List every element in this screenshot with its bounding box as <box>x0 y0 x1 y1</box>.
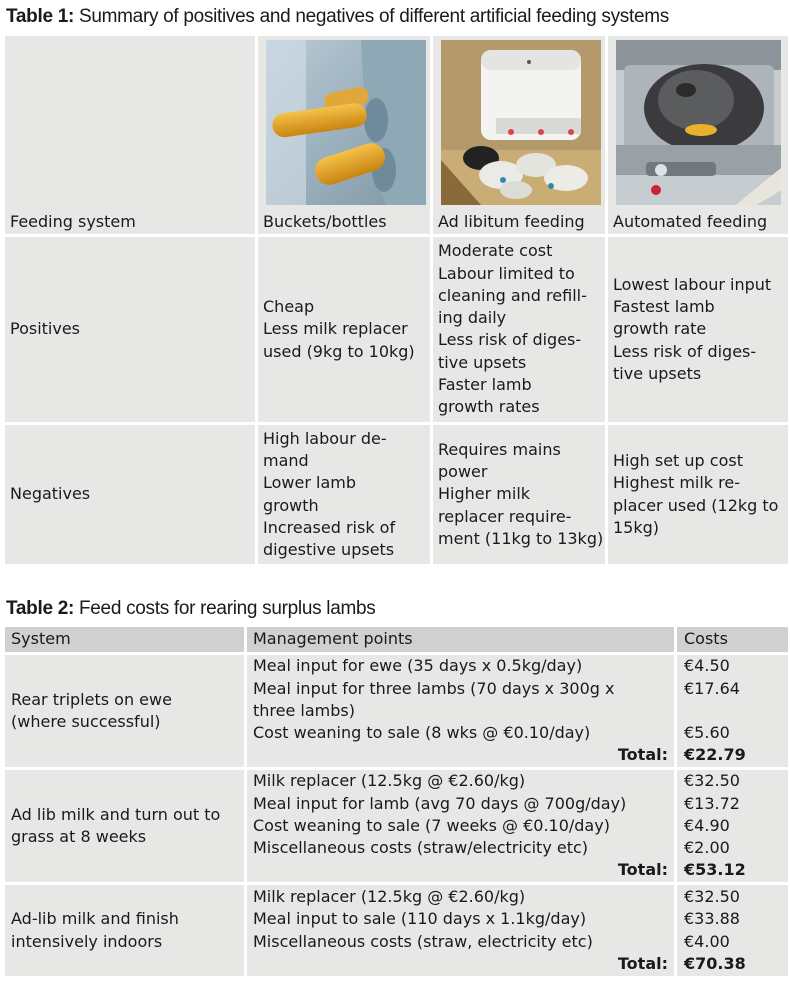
text-line: Lowest labour input <box>613 274 772 294</box>
ad-libitum-header: Ad libitum feeding <box>438 212 585 231</box>
text-line: grass at 8 weeks <box>11 827 147 846</box>
table2 <box>2 624 790 979</box>
cost-value: €32.50 <box>684 771 740 791</box>
automated-feeder-photo <box>616 40 781 205</box>
cost-value: €5.60 <box>684 723 730 743</box>
text-line: Meal input for three lambs (70 days x 300g x <box>253 678 615 698</box>
system-column-header: System <box>4 626 246 654</box>
negatives-adlib-cell <box>432 423 607 566</box>
cost-value: €13.72 <box>684 793 740 813</box>
positives-buckets-cell <box>257 236 432 423</box>
text-line: 15kg) <box>613 517 660 537</box>
text-line: ment (11kg to 13kg) <box>438 529 604 548</box>
text-line: placer used (12kg to <box>613 495 779 515</box>
text-line: Lower lamb <box>263 473 357 493</box>
text-line: Fastest lamb <box>613 297 715 317</box>
cost-value <box>684 700 782 722</box>
management-points-cell <box>246 884 676 978</box>
buckets-bottles-header: Buckets/bottles <box>263 212 387 231</box>
cost-value: €4.50 <box>684 656 730 676</box>
table2-header-row <box>4 626 790 654</box>
text-line: Meal input to sale (110 days x 1.1kg/day) <box>253 909 587 929</box>
text-line: intensively indoors <box>11 931 163 951</box>
system-cell <box>4 884 246 978</box>
total-label: Total: <box>617 953 668 973</box>
table1-header-row <box>4 35 790 236</box>
text-line: used (9kg to 10kg) <box>263 341 415 361</box>
table2-title-number: Table 2: <box>6 598 74 619</box>
total-value: €53.12 <box>684 860 746 880</box>
text-line: tive upsets <box>613 363 702 383</box>
table-row <box>4 654 790 769</box>
costs-cell <box>676 654 790 769</box>
cost-value: €17.64 <box>684 678 740 698</box>
table1-title-number: Table 1: <box>6 6 74 27</box>
ad-libitum-feeder-photo <box>441 40 601 205</box>
text-line: Rear triplets on ewe <box>11 689 172 709</box>
positives-label: Positives <box>4 236 257 423</box>
cost-value: €2.00 <box>684 838 730 858</box>
text-line: High set up cost <box>613 450 743 470</box>
table-row <box>4 884 790 978</box>
table1-title-text: Summary of positives and negatives of different artificial feeding systems <box>74 6 669 27</box>
costs-cell <box>676 884 790 978</box>
text-line: Less risk of diges- <box>613 341 757 361</box>
total-label: Total: <box>617 745 668 765</box>
text-line: Miscellaneous costs (straw/electricity etc) <box>253 838 589 858</box>
text-line: Cost weaning to sale (8 wks @ €0.10/day) <box>253 723 591 743</box>
text-line: Ad-lib milk and finish <box>11 909 179 929</box>
text-line: tive upsets <box>438 352 527 372</box>
text-line: three lambs) <box>253 700 355 720</box>
cost-value: €32.50 <box>684 886 740 906</box>
negatives-label: Negatives <box>4 423 257 566</box>
negatives-automated-cell <box>607 423 790 566</box>
management-points-cell <box>246 654 676 769</box>
table1-title <box>6 6 669 28</box>
system-cell <box>4 769 246 884</box>
text-line: Cheap <box>263 297 315 317</box>
text-line: Highest milk re- <box>613 473 740 493</box>
text-line: Labour limited to <box>438 263 575 283</box>
table2-title-text: Feed costs for rearing surplus lambs <box>74 598 376 619</box>
positives-row <box>4 236 790 423</box>
text-line: Increased risk of <box>263 517 396 537</box>
column-automated <box>607 35 790 236</box>
text-line: growth rates <box>438 397 540 417</box>
positives-adlib-cell <box>432 236 607 423</box>
text-line: Faster lamb <box>438 375 532 395</box>
costs-column-header: Costs <box>676 626 790 654</box>
costs-cell <box>676 769 790 884</box>
text-line: (where successful) <box>11 712 161 731</box>
text-line: digestive upsets <box>263 540 395 560</box>
text-line: Requires mains <box>438 439 561 459</box>
feeding-system-label: Feeding system <box>4 35 257 236</box>
text-line: Milk replacer (12.5kg @ €2.60/kg) <box>253 771 526 791</box>
system-cell <box>4 654 246 769</box>
text-line: Moderate cost <box>438 241 553 261</box>
text-line: Higher milk <box>438 484 531 504</box>
column-buckets-bottles <box>257 35 432 236</box>
text-line: Meal input for ewe (35 days x 0.5kg/day) <box>253 656 583 676</box>
text-line: replacer require- <box>438 506 572 526</box>
text-line: Less risk of diges- <box>438 330 582 350</box>
negatives-buckets-cell <box>257 423 432 566</box>
table1 <box>2 33 790 567</box>
cost-value: €33.88 <box>684 909 740 929</box>
text-line: power <box>438 462 488 482</box>
total-label: Total: <box>617 860 668 880</box>
text-line: ing daily <box>438 308 507 328</box>
management-points-column-header: Management points <box>246 626 676 654</box>
text-line: Meal input for lamb (avg 70 days @ 700g/day) <box>253 793 627 813</box>
text-line: cleaning and refill- <box>438 285 587 305</box>
text-line: Cost weaning to sale (7 weeks @ €0.10/day) <box>253 815 610 835</box>
cost-value: €4.00 <box>684 931 730 951</box>
table-row <box>4 769 790 884</box>
negatives-row <box>4 423 790 566</box>
text-line: High labour de- <box>263 428 387 448</box>
text-line: Ad lib milk and turn out to <box>11 804 221 824</box>
table2-title <box>6 598 375 620</box>
text-line: growth rate <box>613 319 707 339</box>
cost-value: €4.90 <box>684 815 730 835</box>
automated-header: Automated feeding <box>613 212 768 231</box>
text-line: growth <box>263 495 319 515</box>
text-line: mand <box>263 450 309 470</box>
text-line: Less milk replacer <box>263 319 408 339</box>
buckets-bottles-photo <box>266 40 426 205</box>
total-value: €70.38 <box>684 953 746 973</box>
positives-automated-cell <box>607 236 790 423</box>
management-points-cell <box>246 769 676 884</box>
text-line: Milk replacer (12.5kg @ €2.60/kg) <box>253 886 526 906</box>
text-line: Miscellaneous costs (straw, electricity etc) <box>253 931 593 951</box>
column-ad-libitum <box>432 35 607 236</box>
total-value: €22.79 <box>684 745 746 765</box>
